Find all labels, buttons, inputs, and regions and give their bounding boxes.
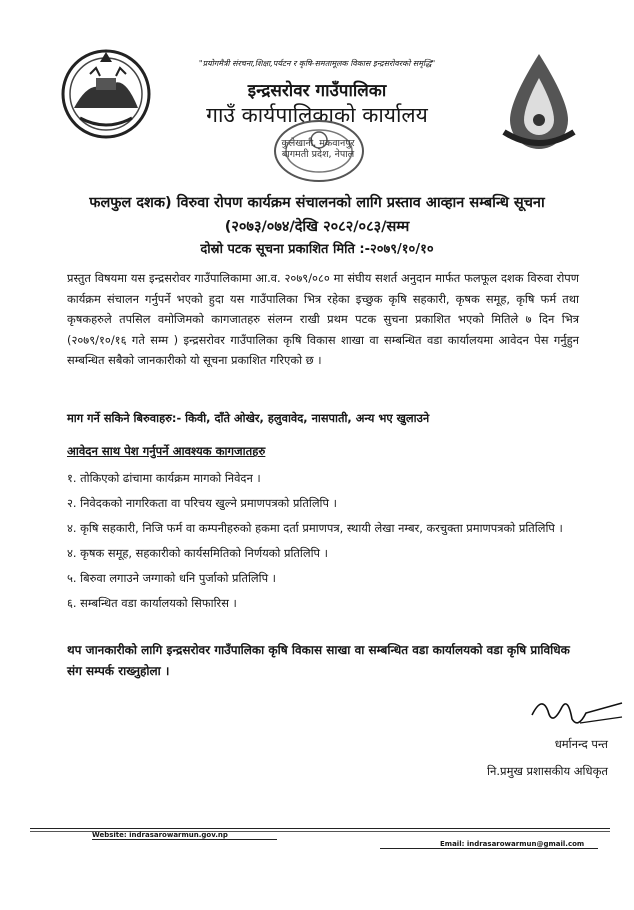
notice-title: फलफुल दशक) विरुवा रोपण कार्यक्रम संचालनको लागि प्रस्ताव आव्हान सम्बन्धि सूचना [89,195,545,211]
footer-website: Website: indrasarowarmun.gov.np [92,831,228,839]
notice-period: (२०७३/०७४/देखि २०८२/०८३/सम्म [224,219,410,235]
signer-name: धर्मानन्द पन्त [554,737,608,751]
address-line: बागमती प्रदेश, नेपाल [281,149,355,160]
address-line: कुलेखानी, मकवानपुर [281,138,355,149]
list-item: १. तोकिएको ढांचामा कार्यक्रम मागको निवेदन । [67,471,261,485]
office-name: इन्द्रसरोवर गाउँपालिका [247,81,387,101]
notice-body-paragraph: प्रस्तुत विषयमा यस इन्द्रसरोवर गाउँपालिकामा आ.व. २०७९/०८० मा संघीय सशर्त अनुदान मार्फत फलफूल दशक विरुवा रोपण कार्यक्रम संचालन गर्नुपर्ने भएको हुदा यस गाउँपालिका भित्र रहेका इच्छुक कृषि सहकारी, कृषक समूह, कृषि फर्म तथा कृषकहरुले तपसिल वमोजिमको कागजातहरु संलग्न राखी प्रथम पटक सुचना प्रकाशित भएको मितिले ७ दिन भित्र (२०७९/१०/१६ गते सम्म ) इन्द्रसरोवर गाउँपालिका कृषि विकास शाखा वा सम्बन्धित वडा कार्यालयमा आवेदन पेस गर्नुहुन सम्बन्धित सबैको जानकारीको यो सूचना प्रकाशित गरिएको छ । [67,271,579,367]
required-documents-list [67,468,579,618]
office-address [258,138,378,160]
contact-paragraph: थप जानकारीको लागि इन्द्रसरोवर गाउँपालिका कृषि विकास साखा वा सम्बन्धित वडा कार्यालयको वडा कृषि प्राविधिक संग सम्पर्क राख्नुहोला । [67,643,570,678]
footer-divider [380,848,598,849]
footer-divider [30,828,610,829]
footer-divider [92,839,277,840]
list-item: ४. कृषक समूह, सहकारीको कार्यसमितिको निर्णयको प्रतिलिपि । [67,546,328,560]
office-title: गाउँ कार्यपालिकाको कार्यालय [206,103,428,127]
slogan: "प्रयोगमैत्री संरचना,शिक्षा,पर्यटन र कृषि-समतामूलक विकास इन्द्रसरोवरको समृद्धि" [198,59,436,68]
required-documents-heading: आवेदन साथ पेश गर्नुपर्ने आवश्यक कागजातहरु [67,444,266,458]
list-item: ४. कृषि सहकारी, निजि फर्म वा कम्पनीहरुको हकमा दर्ता प्रमाणपत्र, स्थायी लेखा नम्बर, करचुक्ता प्रमाणपत्रको प्रतिलिपि । [67,521,563,535]
signature-icon [522,693,632,735]
seedlings-line: माग गर्ने सकिने बिरुवाहरु:- किवी, दाँते ओखेर, हलुवावेद, नासपाती, अन्य भए खुलाउने [67,411,430,425]
list-item: ५. बिरुवा लगाउने जग्गाको धनि पुर्जाको प्रतिलिपि । [67,571,276,585]
publish-date-line: दोस्रो पटक सूचना प्रकाशित मिति :-२०७९/१०/१० [200,242,434,257]
list-item: ६. सम्बन्धित वडा कार्यालयको सिफारिस । [67,596,237,610]
footer-email: Email: indrasarowarmun@gmail.com [440,840,585,848]
list-item: २. निवेदकको नागरिकता वा परिचय खुल्ने प्रमाणपत्रको प्रतिलिपि । [67,496,337,510]
signer-title: नि.प्रमुख प्रशासकीय अधिकृत [487,764,608,778]
